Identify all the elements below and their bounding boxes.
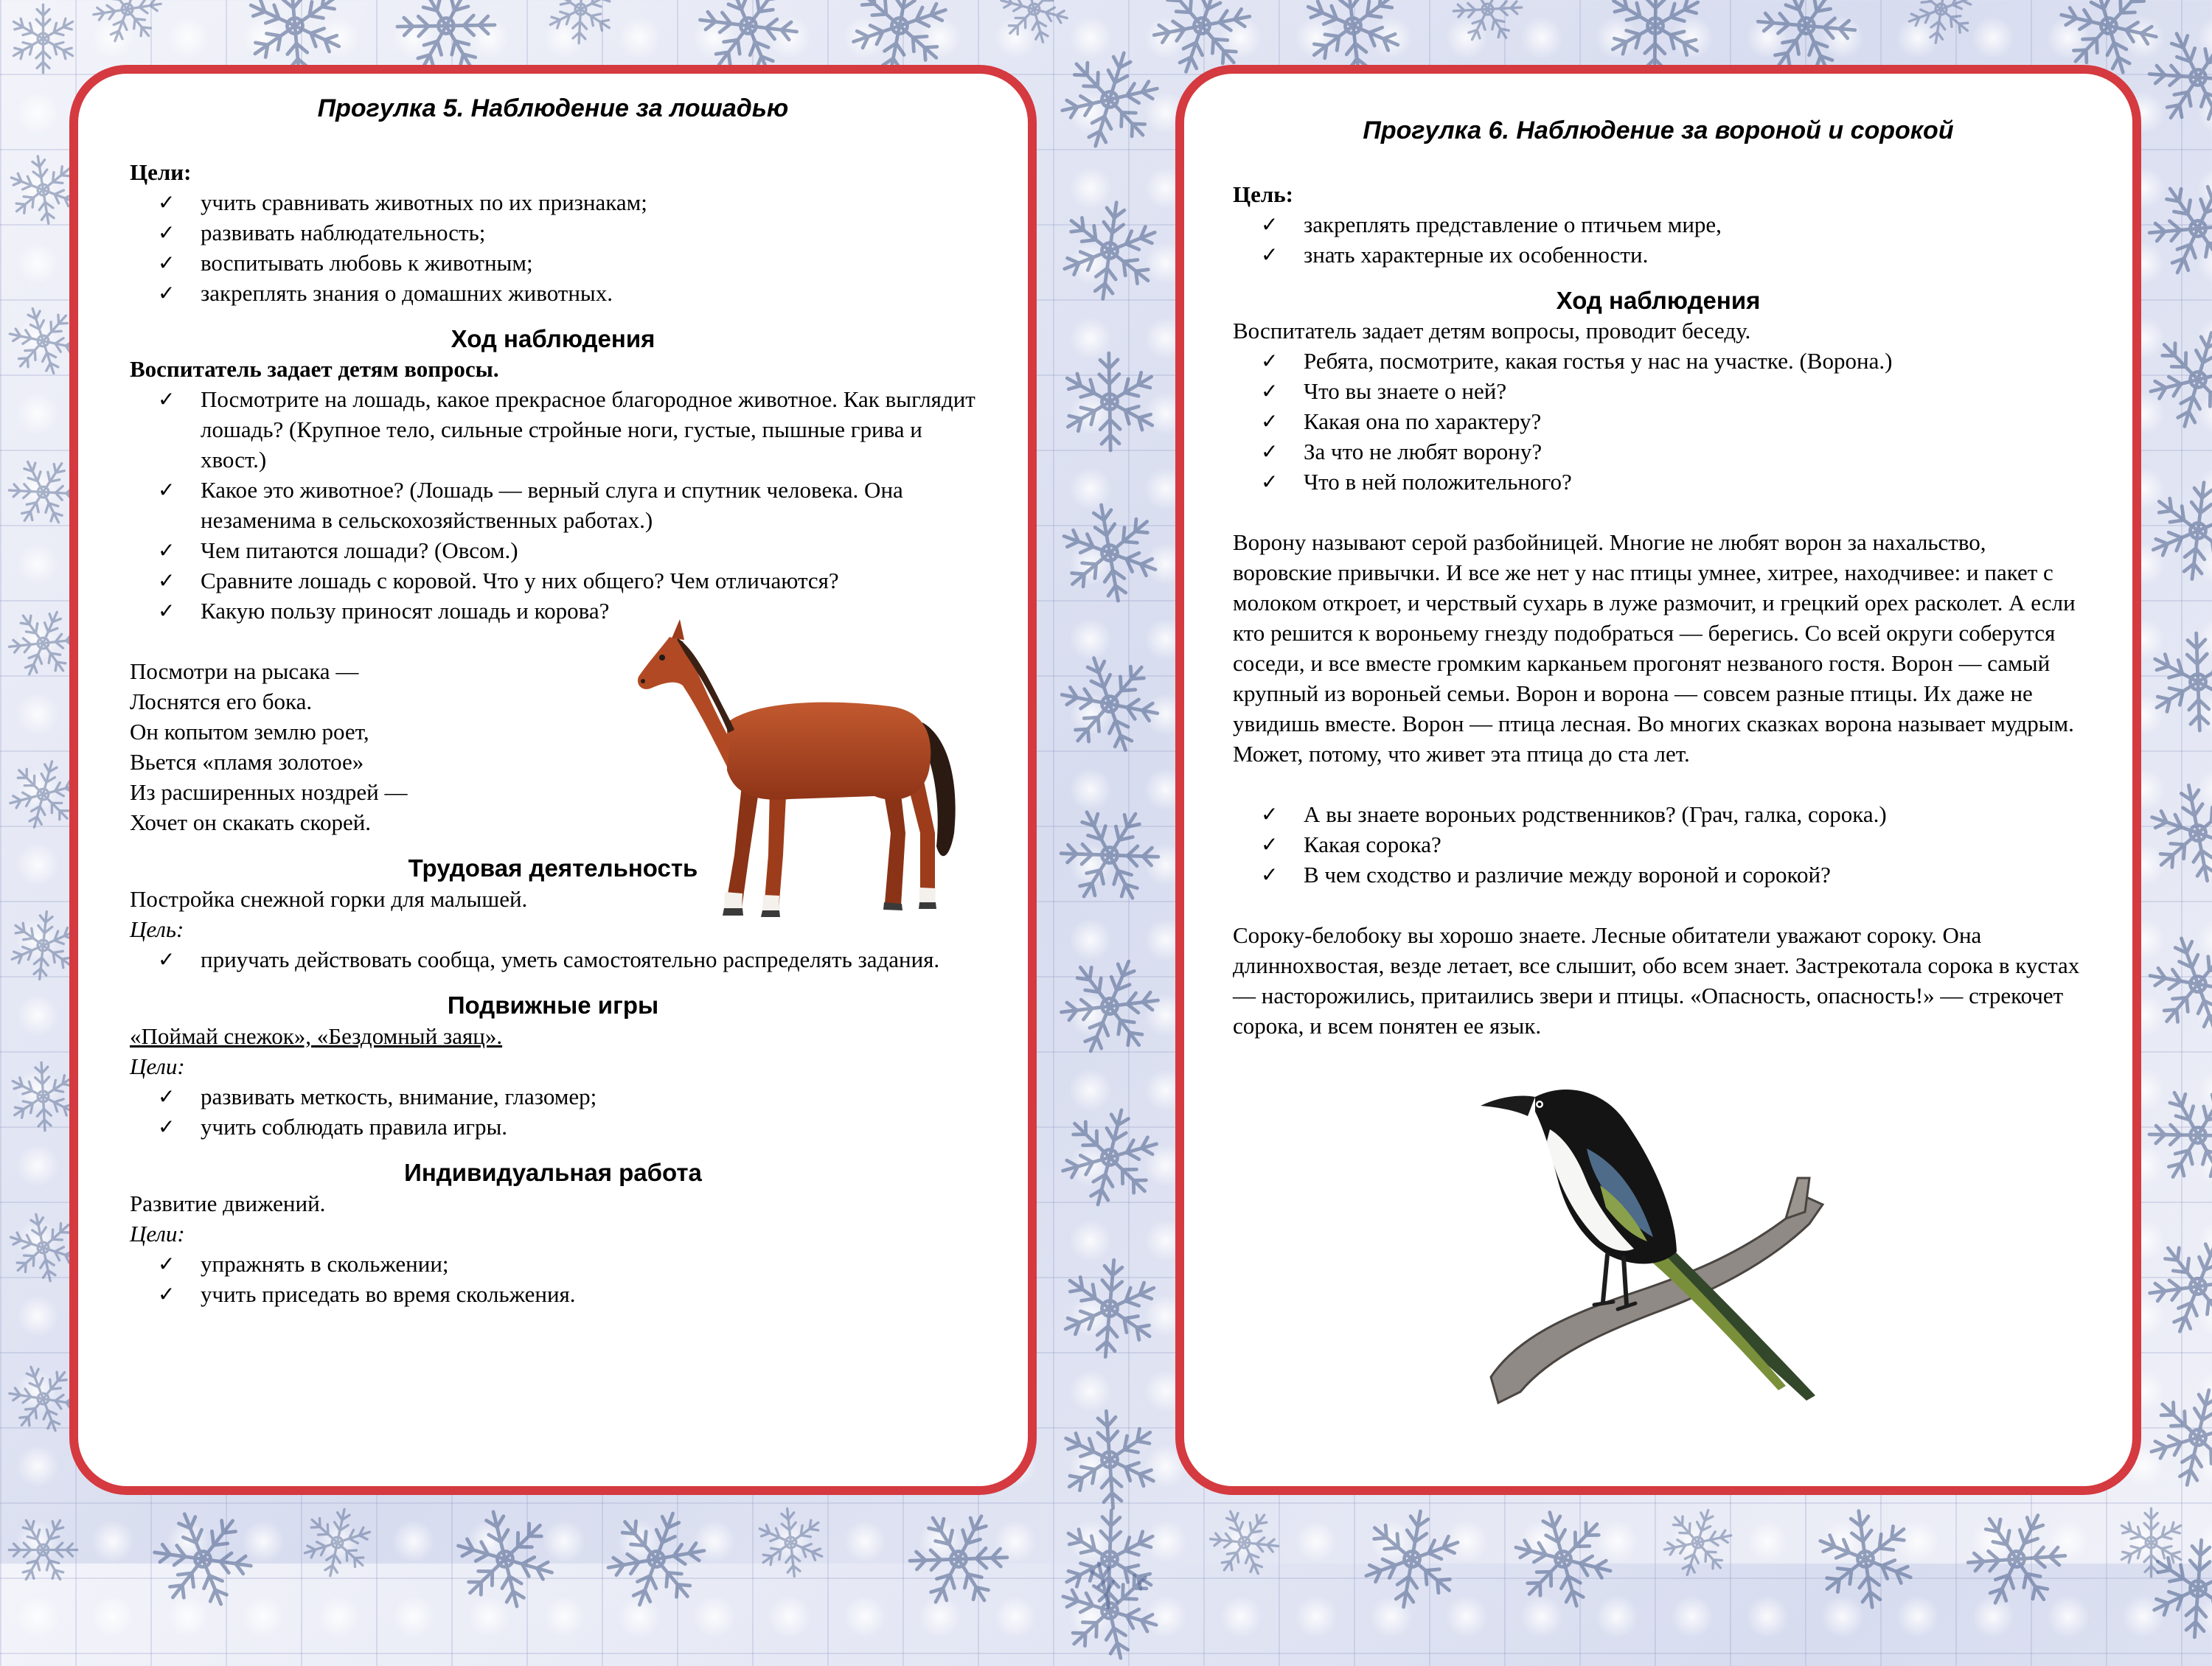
right-goals-list xyxy=(1233,209,2084,270)
snowflake-icon xyxy=(1054,1555,1165,1666)
individual-goals-label: Цели: xyxy=(130,1221,185,1247)
snowflake-icon xyxy=(1961,1504,2072,1614)
games-goals-label: Цели: xyxy=(130,1053,185,1080)
list-item: ✓ В чем сходство и различие между вороной и сорокой? xyxy=(1233,860,2084,890)
games-goals-list xyxy=(130,1081,976,1142)
list-item: ✓ Какое это животное? (Лошадь — верный слуга и спутник человека. Она незаменима в сельскохозяйственных работах.) xyxy=(130,475,976,535)
snowflake-icon xyxy=(1508,1504,1618,1614)
list-item: ✓ Посмотрите на лошадь, какое прекрасное благородное животное. Как выглядит лошадь? (Крупное тело, сильные стройные ноги, густые, пышные грива и хвост.) xyxy=(130,384,976,475)
snowflake-icon xyxy=(4,0,82,77)
snowflake-icon xyxy=(1902,0,1980,48)
poem-line: Лоснятся его бока. xyxy=(130,689,313,715)
list-item: ✓ упражнять в скольжении; xyxy=(130,1249,976,1279)
list-item: ✓ учить приседать во время скольжения. xyxy=(130,1279,976,1309)
snowflake-icon xyxy=(299,1504,376,1581)
labor-text: Постройка снежной горки для малышей. xyxy=(130,886,528,913)
snowflake-icon xyxy=(752,1504,830,1581)
snowflake-icon xyxy=(995,0,1073,48)
right-observation-heading: Ход наблюдения xyxy=(1556,286,1761,314)
snowflake-icon xyxy=(2143,1231,2212,1342)
snowflake-icon xyxy=(1449,0,1526,48)
snowflake-icon xyxy=(1054,1404,1165,1515)
snowflake-icon xyxy=(542,0,619,48)
poem-block xyxy=(130,656,976,837)
list-item: ✓ Чем питаются лошади? (Овсом.) xyxy=(130,535,976,565)
list-item: ✓ Какую пользу приносят лошадь и корова? xyxy=(130,596,976,626)
list-item: ✓ Что вы знаете о ней? xyxy=(1233,376,2084,406)
left-goals-list xyxy=(130,187,976,308)
snowflake-icon xyxy=(450,1504,560,1614)
snowflake-icon xyxy=(1054,1102,1165,1213)
games-heading: Подвижные игры xyxy=(447,991,659,1020)
list-item: ✓ знать характерные их особенности. xyxy=(1233,240,2084,270)
snowflake-icon xyxy=(88,0,166,48)
labor-goals-list xyxy=(130,944,976,975)
snowflake-icon xyxy=(1357,1504,1467,1614)
snowflake-icon xyxy=(2143,1382,2212,1493)
list-item: ✓ закреплять представление о птичьем мире, xyxy=(1233,209,2084,240)
snowflake-icon xyxy=(1054,1253,1165,1364)
horse-illustration xyxy=(631,612,985,936)
list-item: ✓ воспитывать любовь к животным; xyxy=(130,248,976,278)
snowflake-icon xyxy=(2112,1504,2190,1581)
left-observation-heading: Ход наблюдения xyxy=(451,324,655,352)
snowflake-icon xyxy=(601,1504,712,1614)
snowflake-icon xyxy=(1054,44,1165,155)
snowflake-icon xyxy=(1810,1504,1921,1614)
games-text: «Поймай снежок», «Бездомный заяц». xyxy=(130,1023,503,1050)
snowflake-icon xyxy=(1206,1504,1283,1581)
individual-heading: Индивидуальная работа xyxy=(404,1159,702,1187)
list-item: ✓ закреплять знания о домашних животных. xyxy=(130,278,976,308)
snowflake-icon xyxy=(1054,498,1165,608)
poem-line: Из расширенных ноздрей — xyxy=(130,779,408,806)
left-card xyxy=(69,65,1037,1495)
individual-text: Развитие движений. xyxy=(130,1191,326,1217)
poem-line: Он копытом землю роет, xyxy=(130,719,369,745)
snowflake-icon xyxy=(1054,951,1165,1062)
snowflake-icon xyxy=(2143,929,2212,1039)
list-item: ✓ Ребята, посмотрите, какая гостья у нас на участке. (Ворона.) xyxy=(1233,346,2084,376)
right-questions-list xyxy=(1233,346,2084,497)
snowflake-icon xyxy=(2143,778,2212,888)
snowflake-icon xyxy=(1054,195,1165,306)
poem-line: Вьется «пламя золотое» xyxy=(130,749,364,776)
snowflake-icon xyxy=(2143,475,2212,586)
snowflake-icon xyxy=(1054,346,1165,457)
snowflake-icon xyxy=(2143,173,2212,284)
snowflake-icon xyxy=(2143,324,2212,435)
snowflake-icon xyxy=(2143,627,2212,737)
list-item: ✓ учить соблюдать правила игры. xyxy=(130,1112,976,1142)
labor-goal-label: Цель: xyxy=(130,916,184,943)
list-item: ✓ Какая она по характеру? xyxy=(1233,406,2084,436)
list-item: ✓ Что в ней положительного? xyxy=(1233,467,2084,497)
right-title: Прогулка 6. Наблюдение за вороной и сорокой xyxy=(1363,116,1954,144)
right-questions2-list xyxy=(1233,799,2084,890)
list-item: ✓ А вы знаете вороньих родственников? (Грач, галка, сорока.) xyxy=(1233,799,2084,829)
poem-line: Посмотри на рысака — xyxy=(130,658,359,685)
right-goals-label: Цель: xyxy=(1233,181,1293,207)
left-goals-label: Цели: xyxy=(130,158,192,185)
list-item: ✓ развивать меткость, внимание, глазомер; xyxy=(130,1081,976,1112)
snowflake-icon xyxy=(1054,649,1165,759)
list-item: ✓ За что не любят ворону? xyxy=(1233,436,2084,467)
left-observation-intro: Воспитатель задает детям вопросы. xyxy=(130,356,499,383)
right-card xyxy=(1175,65,2141,1495)
crow-paragraph: Ворону называют серой разбойницей. Многие не любят ворон за нахальство, воровские привычки. И все же нет у нас птицы умнее, хитрее, находчивее: и пакет с молоком откроет, и черствый сухарь в луже размочит, и грецкий орех расколет. А если кто решится к вороньему гнезду подобраться — берегись. Со всей округи соберутся соседи, и все вместе громким карканьем прогонят незваного гостя. Ворон — самый крупный из вороньей семьи. Ворон и ворона — совсем разные птицы. Их даже не увидишь вместе. Ворон — птица лесная. Во многих сказках ворона называет мудрым. Может, потому, что живет эта птица до ста лет. xyxy=(1233,529,2076,767)
poem-line: Хочет он скакать скорей. xyxy=(130,809,372,836)
snowflake-icon xyxy=(147,1504,258,1614)
list-item: ✓ Какая сорока? xyxy=(1233,829,2084,860)
left-title: Прогулка 5. Наблюдение за лошадью xyxy=(317,94,789,122)
left-questions-list xyxy=(130,384,976,626)
snowflake-icon xyxy=(2143,1533,2212,1644)
individual-goals-list xyxy=(130,1249,976,1309)
magpie-paragraph: Сороку-белобоку вы хорошо знаете. Лесные обитатели уважают сороку. Она длиннохвостая, везде летает, все слышит, обо всем знает. Застрекотала сорока в кустах — насторожились, притаились звери и птицы. «Опасность, опасность!» — стрекочет сорока, и всем понятен ее язык. xyxy=(1233,922,2080,1039)
right-observation-intro: Воспитатель задает детям вопросы, проводит беседу. xyxy=(1233,318,1751,344)
snowflake-icon xyxy=(1054,800,1165,910)
snowflake-icon xyxy=(2143,22,2212,133)
snowflake-icon xyxy=(4,1511,82,1589)
magpie-illustration xyxy=(1476,1067,1860,1414)
list-item: ✓ развивать наблюдательность; xyxy=(130,217,976,248)
snowflake-icon xyxy=(1659,1504,1736,1581)
labor-heading: Трудовая деятельность xyxy=(408,854,698,882)
list-item: ✓ учить сравнивать животных по их признакам; xyxy=(130,187,976,217)
list-item: ✓ приучать действовать сообща, уметь самостоятельно распределять задания. xyxy=(130,944,976,975)
list-item: ✓ Сравните лошадь с коровой. Что у них общего? Чем отличаются? xyxy=(130,565,976,596)
snowflake-icon xyxy=(2143,1080,2212,1191)
snowflake-icon xyxy=(1054,1504,1165,1614)
snowflake-icon xyxy=(903,1504,1014,1614)
